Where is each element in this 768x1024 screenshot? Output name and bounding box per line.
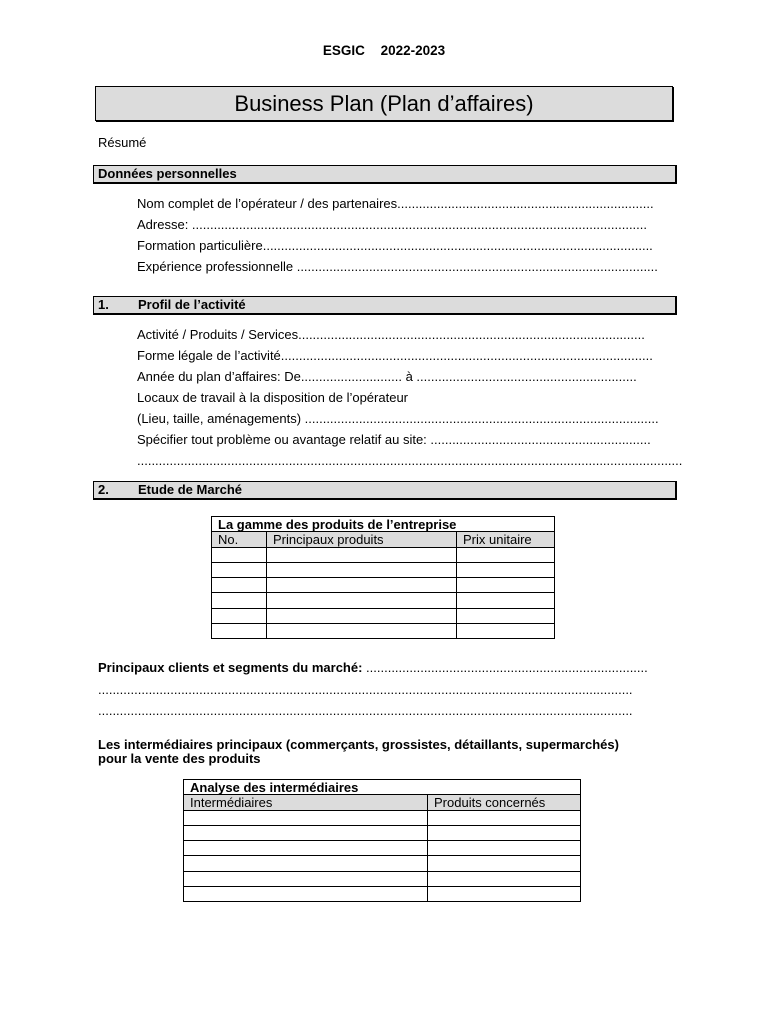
resume-label: Résumé	[98, 135, 147, 150]
intermediaries-table-caption: Analyse des intermédiaires	[184, 780, 581, 795]
section-market-study	[93, 481, 677, 500]
table-cell[interactable]	[457, 547, 555, 562]
clients-line[interactable]: ....................................................................................................................................................	[98, 682, 633, 697]
table-cell[interactable]	[428, 887, 581, 902]
table-row	[184, 810, 581, 825]
field-training[interactable]: Formation particulière............................................................................................................	[137, 238, 653, 253]
column-header-intermediaries: Intermédiaires	[184, 795, 428, 810]
table-row	[212, 562, 555, 577]
document-header	[0, 43, 768, 58]
table-cell[interactable]	[428, 841, 581, 856]
field-full-name[interactable]: Nom complet de l’opérateur / des partenaires.......................................................................	[137, 196, 654, 211]
products-table	[211, 516, 555, 639]
column-header-unit-price: Prix unitaire	[457, 532, 555, 547]
table-cell[interactable]	[212, 593, 267, 608]
section-number: 2.	[98, 482, 109, 497]
table-row	[184, 841, 581, 856]
field-site-issues[interactable]: Spécifier tout problème ou avantage relatif au site: .............................................................	[137, 432, 651, 447]
section-label: Etude de Marché	[138, 482, 243, 497]
section-label: Données personnelles	[98, 166, 237, 181]
academic-year: 2022-2023	[380, 43, 446, 58]
column-header-number: No.	[212, 532, 267, 547]
table-cell[interactable]	[212, 547, 267, 562]
table-row	[184, 825, 581, 840]
field-premises-label: Locaux de travail à la disposition de l’opérateur	[137, 390, 409, 405]
table-row	[184, 887, 581, 902]
school-name: ESGIC	[322, 43, 365, 58]
table-cell[interactable]	[267, 547, 457, 562]
table-cell[interactable]	[212, 562, 267, 577]
table-row	[212, 578, 555, 593]
section-activity-profile	[93, 296, 677, 315]
field-legal-form[interactable]: Forme légale de l’activité.......................................................................................................	[137, 348, 653, 363]
field-premises-details[interactable]: (Lieu, taille, aménagements) ..................................................................................................	[137, 411, 659, 426]
table-row	[184, 856, 581, 871]
table-cell[interactable]	[184, 887, 428, 902]
table-cell[interactable]	[212, 608, 267, 623]
table-cell[interactable]	[457, 608, 555, 623]
intermediaries-heading-line2: pour la vente des produits	[98, 751, 261, 766]
section-number: 1.	[98, 297, 109, 312]
intermediaries-table	[183, 779, 581, 902]
table-row	[212, 547, 555, 562]
clients-dots: ..............................................................................	[362, 660, 648, 675]
table-cell[interactable]	[267, 624, 457, 639]
section-personal-data	[93, 165, 677, 184]
clients-line[interactable]: ....................................................................................................................................................	[98, 703, 633, 718]
column-header-products: Principaux produits	[267, 532, 457, 547]
table-cell[interactable]	[457, 578, 555, 593]
table-cell[interactable]	[267, 608, 457, 623]
field-address[interactable]: Adresse: ..............................................................................................................................	[137, 217, 648, 232]
table-cell[interactable]	[184, 856, 428, 871]
intermediaries-heading-line1: Les intermédiaires principaux (commerçants, grossistes, détaillants, supermarchés)	[98, 737, 619, 752]
field-plan-years[interactable]: Année du plan d’affaires: De............................ à .............................................................	[137, 369, 637, 384]
table-cell[interactable]	[428, 856, 581, 871]
table-row	[212, 624, 555, 639]
table-cell[interactable]	[184, 810, 428, 825]
field-experience[interactable]: Expérience professionnelle ....................................................................................................	[137, 259, 658, 274]
page-title: Business Plan (Plan d’affaires)	[95, 86, 673, 121]
table-cell[interactable]	[184, 841, 428, 856]
table-cell[interactable]	[428, 810, 581, 825]
table-cell[interactable]	[267, 562, 457, 577]
table-cell[interactable]	[212, 578, 267, 593]
table-cell[interactable]	[267, 578, 457, 593]
table-row	[212, 608, 555, 623]
table-cell[interactable]	[428, 825, 581, 840]
table-cell[interactable]	[428, 871, 581, 886]
field-activity-products[interactable]: Activité / Produits / Services................................................................................................	[137, 327, 645, 342]
products-table-caption: La gamme des produits de l’entreprise	[212, 517, 555, 532]
table-cell[interactable]	[457, 562, 555, 577]
table-cell[interactable]	[212, 624, 267, 639]
field-site-issues-continued[interactable]: .......................................................................................................................................................	[137, 453, 683, 468]
table-cell[interactable]	[457, 593, 555, 608]
table-cell[interactable]	[184, 871, 428, 886]
table-cell[interactable]	[184, 825, 428, 840]
table-row	[212, 593, 555, 608]
section-label: Profil de l’activité	[138, 297, 246, 312]
table-cell[interactable]	[267, 593, 457, 608]
clients-label: Principaux clients et segments du marché:	[98, 660, 363, 675]
table-row	[184, 871, 581, 886]
clients-field[interactable]	[98, 660, 648, 676]
table-cell[interactable]	[457, 624, 555, 639]
column-header-products-concerned: Produits concernés	[428, 795, 581, 810]
